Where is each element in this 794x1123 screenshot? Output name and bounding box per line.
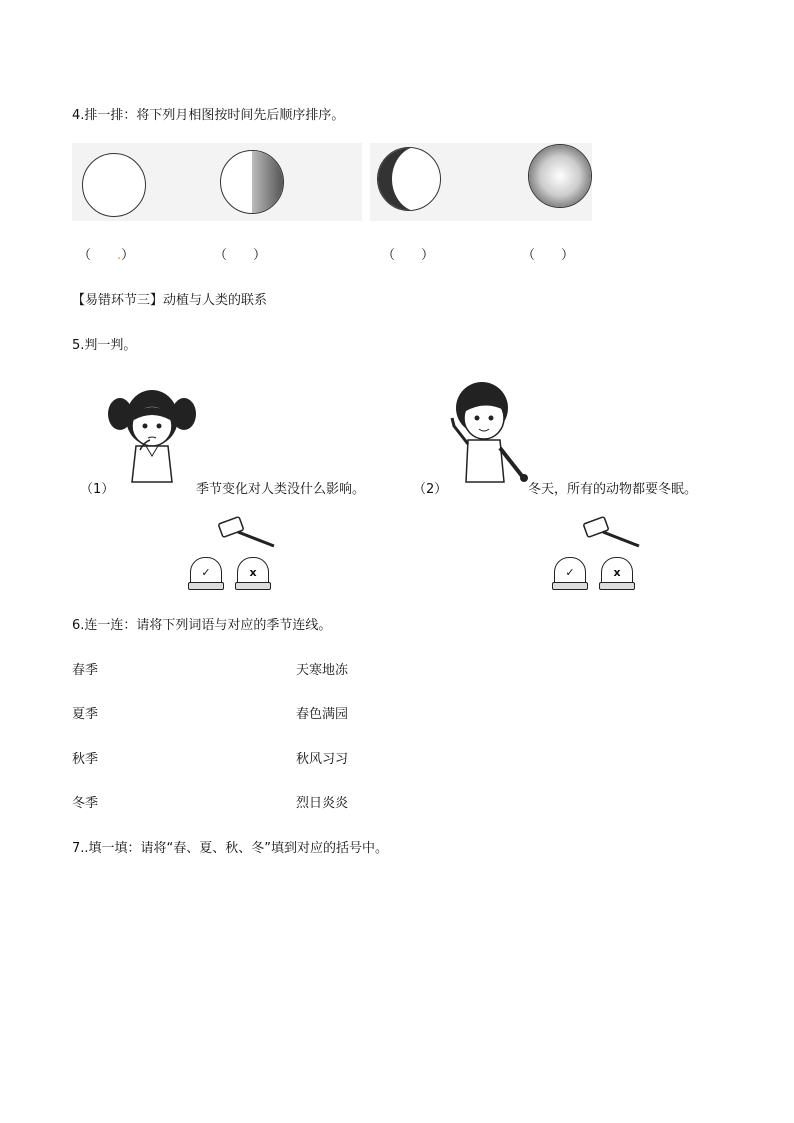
judge-wrong-button-2[interactable]	[601, 557, 633, 585]
phrase-1[interactable]: 天寒地冻	[296, 663, 349, 678]
q5-item-2-text: 冬天，所有的动物都要冬眠。	[528, 482, 698, 497]
gavel-icon-2	[583, 514, 643, 552]
q5-title: 5.判一判。	[72, 338, 137, 353]
q5-item-1-number: （1）	[80, 482, 115, 497]
boy-pointing-illustration	[444, 378, 530, 488]
q4-title: 4.排一排：将下列月相图按时间先后顺序排序。	[72, 108, 345, 123]
q5-item-2-number: （2）	[413, 482, 448, 497]
answer-blank-1[interactable]: （ .）	[78, 248, 135, 263]
judge-correct-button-1[interactable]	[190, 557, 222, 585]
q6-title: 6.连一连：请将下列词语与对应的季节连线。	[72, 618, 332, 633]
judge-correct-button-2[interactable]	[554, 557, 586, 585]
first-quarter-moon-icon	[220, 150, 284, 214]
answer-blank-2[interactable]: （ ）	[214, 248, 267, 263]
phrase-4[interactable]: 烈日炎炎	[296, 796, 349, 811]
check-icon: ✓	[201, 566, 211, 579]
cross-icon: x	[249, 566, 257, 579]
gibbous-moon-icon	[528, 144, 592, 208]
answer-blank-4[interactable]: （ ）	[522, 248, 575, 263]
season-winter[interactable]: 冬季	[72, 796, 99, 811]
full-moon-icon	[82, 153, 146, 217]
judge-wrong-button-1[interactable]	[237, 557, 269, 585]
season-autumn[interactable]: 秋季	[72, 752, 99, 767]
crescent-moon-icon	[377, 147, 441, 211]
season-summer[interactable]: 夏季	[72, 707, 99, 722]
girl-thinking-illustration	[106, 384, 198, 486]
phrase-2[interactable]: 春色满园	[296, 707, 349, 722]
q5-item-1-text: 季节变化对人类没什么影响。	[196, 482, 366, 497]
q7-title: 7..填一填：请将“春、夏、秋、冬”填到对应的括号中。	[72, 841, 389, 856]
gavel-icon	[218, 514, 278, 552]
check-icon-2: ✓	[565, 566, 575, 579]
season-spring[interactable]: 春季	[72, 663, 99, 678]
cross-icon-2: x	[613, 566, 621, 579]
phrase-3[interactable]: 秋风习习	[296, 752, 349, 767]
section-heading: 【易错环节三】动植与人类的联系	[72, 293, 268, 308]
answer-blank-3[interactable]: （ ）	[382, 248, 435, 263]
